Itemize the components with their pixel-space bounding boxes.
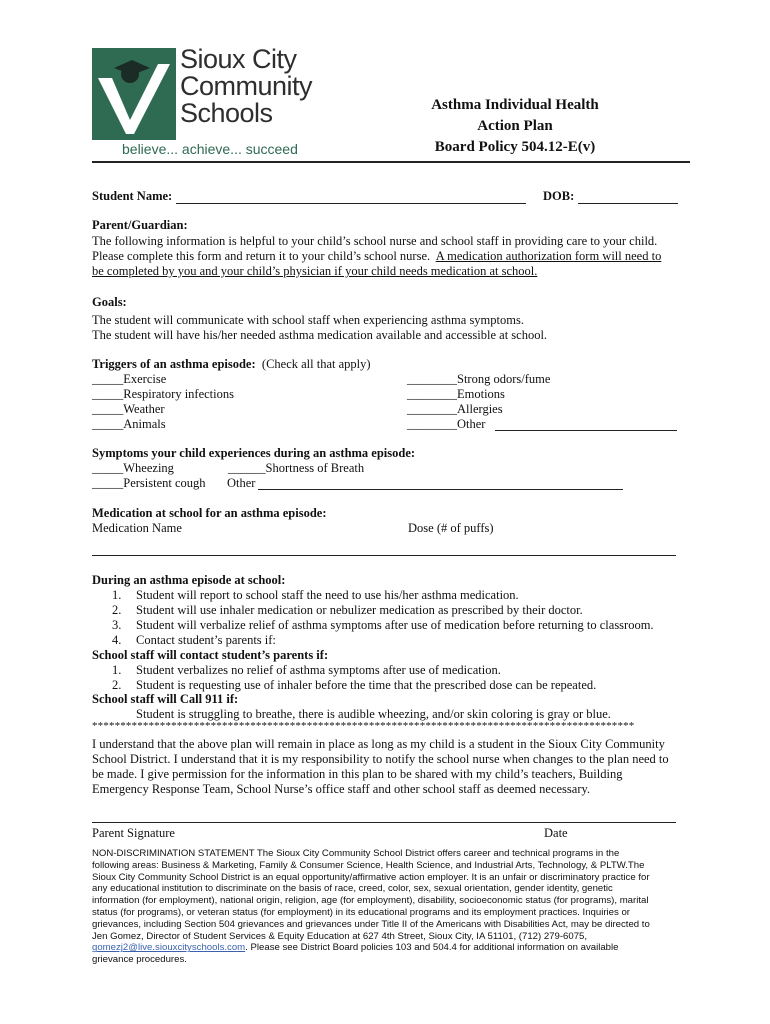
logo-tagline: believe... achieve... succeed [122,141,298,157]
during-list [112,588,654,648]
during-item-3: 3. Student will verbalize relief of asthma symptoms after use of medication before returning to classroom. [112,618,654,632]
parent-line-1: The following information is helpful to your child’s school nurse and school staff in providing care to your child. [92,234,658,248]
graduate-figure-logo-icon [92,48,176,140]
parent-signature-label: Parent Signature [92,826,175,840]
footer-line-9 [92,942,650,954]
medication-entry-field[interactable] [92,543,676,556]
footer-line-4: any educational institution to discriminate on the basis of race, creed, color, sex, sexual orientation, gender identity, genetic [92,883,613,895]
contact-item-1: 1. Student verbalizes no relief of asthma symptoms after use of medication. [112,663,501,677]
title-line-1: Asthma Individual Health [431,97,599,113]
call-911-text: Student is struggling to breathe, there is audible wheezing, and/or skin coloring is gray or blue. [136,707,611,721]
footer-line-8: Jen Gomez, Director of Student Services & Equity Education at 627 4th Street, Sioux City, IA 51101, (712) 279-6075, [92,930,588,942]
agreement-line-3: be made. I give permission for the information in this plan to be shared with my child’s teachers, Building [92,767,623,781]
agreement-text [92,737,669,797]
dob-field[interactable] [578,189,678,204]
medication-heading: Medication at school for an asthma episode: [92,506,327,520]
student-name-field[interactable] [176,189,526,204]
dob-label: DOB: [543,189,575,203]
header-rule [92,161,690,163]
goals-line-1: The student will communicate with school staff when experiencing asthma symptoms. [92,313,524,327]
footer-line-10: grievance procedures. [92,954,187,966]
signature-line[interactable] [92,812,676,823]
contact-list [112,663,596,693]
trigger-emotions[interactable]: ________Emotions [407,387,505,401]
trigger-weather[interactable]: _____Weather [92,402,165,416]
during-item-1: 1. Student will report to school staff the need to use his/her asthma medication. [112,588,519,602]
call-911-heading: School staff will Call 911 if: [92,692,239,706]
footer-line-5: information (for employment), national origin, religion, age (for employment), disability, socioeconomic status (for programs), marital [92,895,649,907]
footer-line-3: Sioux City Community School District is an equal opportunity/affirmative action employer. It is an unfair or discriminatory practice for [92,871,650,883]
footer-line-6: status (for programs), or veteran status (for employment) in its educational programs and its employment practices. Inquiries or [92,906,631,918]
district-logo [92,44,347,160]
trigger-strong-odors[interactable]: ________Strong odors/fume [407,372,551,386]
parent-line-2 [92,249,661,264]
parent-line-2-plain: Please complete this form and return it to your child’s school nurse. [92,249,431,263]
date-label: Date [544,826,568,840]
logo-line-2: Community [180,71,313,101]
footer-line-9-rest: . Please see District Board policies 103 and 504.4 for additional information on available [245,942,619,954]
symptom-shortness-of-breath[interactable]: ______Shortness of Breath [228,461,365,475]
footer-line-7: grievances, including Section 504 grievances and grievances under Title II of the Americans with Disabilities Act, may be directed to [92,918,650,930]
goals-line-2: The student will have his/her needed asthma medication available and accessible at school. [92,328,548,342]
symptoms-heading: Symptoms your child experiences during an asthma episode: [92,446,416,460]
agreement-line-4: Emergency Response Team, School Nurse’s office staff and other school staff as deemed necessary. [92,782,591,796]
goals-heading: Goals: [92,295,127,309]
parent-heading: Parent/Guardian: [92,218,188,232]
symptom-persistent-cough[interactable]: _____Persistent cough [92,476,206,490]
during-item-4: 4. Contact student’s parents if: [112,633,276,647]
footer-line-1: NON-DISCRIMINATION STATEMENT The Sioux City Community School District offers career and technical programs in the [92,848,620,859]
triggers-note: (Check all that apply) [261,357,371,371]
logo-line-1: Sioux City [180,44,297,74]
contact-parents-heading: School staff will contact student’s parents if: [92,648,329,662]
symptom-wheezing[interactable]: _____Wheezing [92,461,174,475]
triggers-left-list [92,372,234,432]
triggers-heading: Triggers of an asthma episode: [92,357,256,371]
parent-line-2-underlined: A medication authorization form will need to [435,249,662,263]
student-name-label: Student Name: [92,189,173,203]
footer-line-2: following areas: Business & Marketing, Family & Consumer Science, Health Science, and Industrial Arts, Technology, & PLTW.The [92,859,645,871]
medication-name-label: Medication Name [92,521,182,535]
agreement-line-2: School District. I understand that it is my responsibility to notify the school nurse when changes to the plan need to [92,752,669,766]
title-line-2: Action Plan [477,118,553,134]
contact-email-link[interactable]: gomezj2@live.siouxcityschools.com [92,942,246,954]
title-line-3: Board Policy 504.12-E(v) [434,139,596,155]
trigger-other[interactable]: ________Other [407,417,486,431]
trigger-exercise[interactable]: _____Exercise [92,372,167,386]
trigger-allergies[interactable]: ________Allergies [407,402,503,416]
trigger-other-field[interactable] [495,418,677,431]
non-discrimination-statement [92,848,650,966]
symptom-other-label: Other [227,476,256,490]
logo-line-3: Schools [180,98,273,128]
during-heading: During an asthma episode at school: [92,573,286,587]
symptom-other-field[interactable] [258,477,623,490]
form-title [400,95,630,158]
trigger-animals[interactable]: _____Animals [92,417,166,431]
during-item-2: 2. Student will use inhaler medication or nebulizer medication as prescribed by their doctor. [112,603,583,617]
agreement-line-1: I understand that the above plan will remain in place as long as my child is a student in the Sioux City Community [92,737,665,751]
contact-item-2: 2. Student is requesting use of inhaler before the time that the prescribed dose can be repeated. [112,678,597,692]
medication-dose-label: Dose (# of puffs) [408,521,494,535]
trigger-respiratory-infections[interactable]: _____Respiratory infections [92,387,234,401]
parent-line-3: be completed by you and your child’s physician if your child needs medication at school. [92,264,538,278]
triggers-heading-row [92,357,371,372]
asterisk-separator: ************************************************************************************************ [92,720,635,732]
